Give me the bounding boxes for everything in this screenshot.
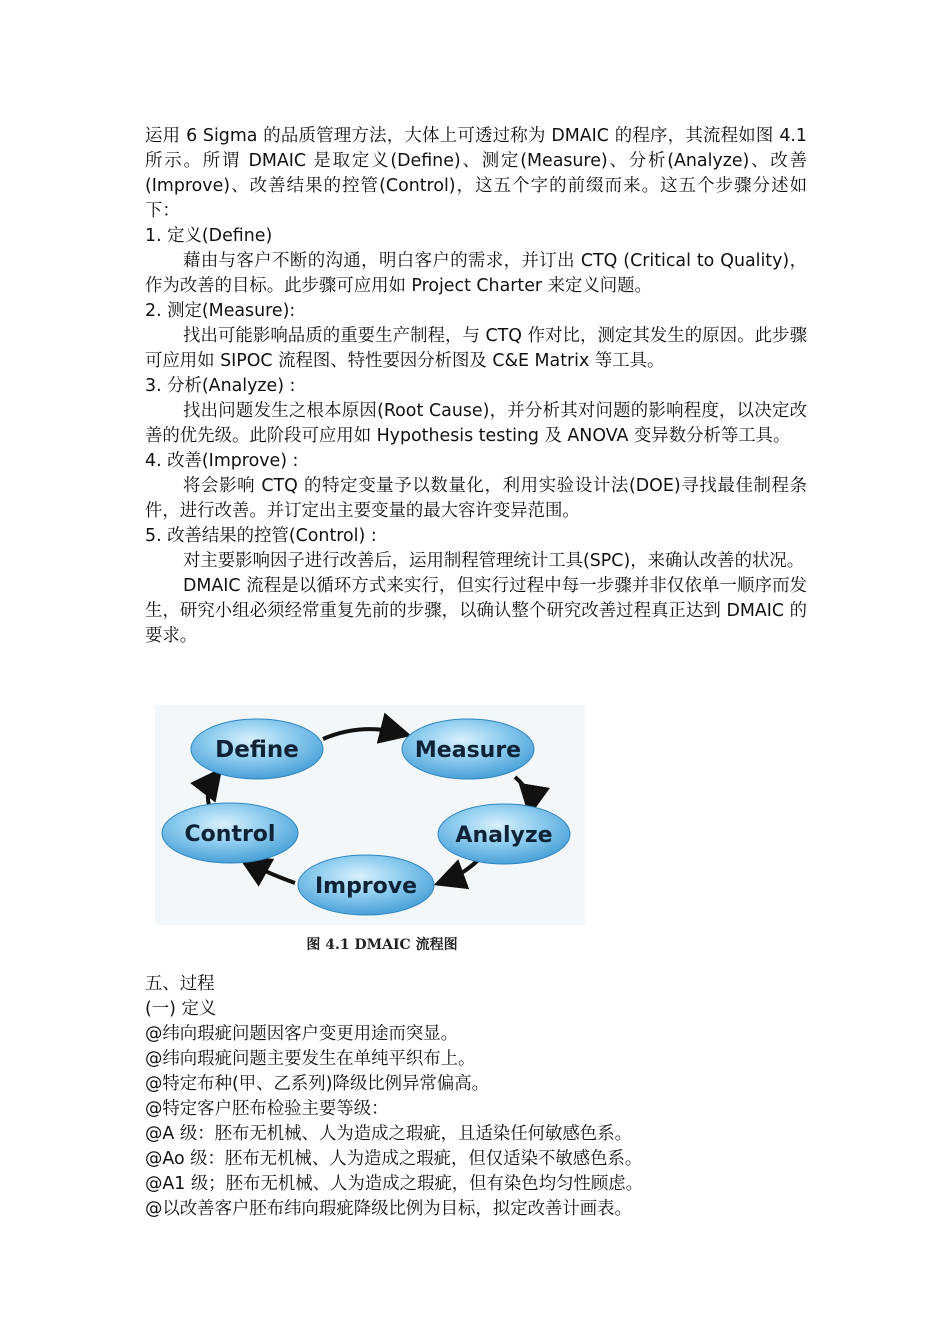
step-body-analyze: 找出问题发生之根本原因(Root Cause)，并分析其对问题的影响程度，以决定改善的优先级。此阶段可应用如 Hypothesis testing 及 ANOVA 变异数分析等工具。 <box>145 401 807 446</box>
node-analyze <box>438 804 570 864</box>
step-heading-control: 5. 改善结果的控管(Control) : <box>145 526 377 546</box>
list-item: @纬向瑕疵问题因客户变更用途而突显。 <box>145 1024 459 1044</box>
process-section <box>145 972 807 1222</box>
step-heading-analyze: 3. 分析(Analyze) : <box>145 376 296 396</box>
node-define-label: Define <box>215 737 299 763</box>
step-body-measure: 找出可能影响品质的重要生产制程，与 CTQ 作对比，测定其发生的原因。此步骤可应用如 SIPOC 流程图、特性要因分析图及 C&E Matrix 等工具。 <box>145 326 807 371</box>
list-item: @A 级：胚布无机械、人为造成之瑕疵，且适染任何敏感色系。 <box>145 1124 632 1144</box>
node-control-label: Control <box>184 822 276 847</box>
node-analyze-label: Analyze <box>455 823 553 848</box>
list-item: @特定布种(甲、乙系列)降级比例异常偏高。 <box>145 1074 489 1094</box>
intro-paragraph: 运用 6 Sigma 的品质管理方法，大体上可透过称为 DMAIC 的程序，其流程如图 4.1 所示。所谓 DMAIC 是取定义(Define)、测定(Measure)、分析(Analyze)、改善(Improve)、改善结果的控管(Control)，这五个字的前缀而来。这五个步骤分述如下： <box>145 126 807 221</box>
list-item: @特定客户胚布检验主要等级： <box>145 1099 389 1119</box>
step-body-improve: 将会影响 CTQ 的特定变量予以数量化，利用实验设计法(DOE)寻找最佳制程条件，进行改善。并订定出主要变量的最大容许变异范围。 <box>145 476 807 521</box>
node-measure-label: Measure <box>414 738 522 763</box>
document-body <box>145 124 807 649</box>
step-heading-improve: 4. 改善(Improve) : <box>145 451 299 471</box>
section-title: 五、过程 <box>145 974 215 994</box>
step-body-control: 对主要影响因子进行改善后，运用制程管理统计工具(SPC)，来确认改善的状况。 <box>183 551 805 571</box>
step-heading-measure: 2. 测定(Measure): <box>145 301 296 321</box>
node-improve-label: Improve <box>314 874 418 899</box>
step-body-define: 藉由与客户不断的沟通，明白客户的需求，并订出 CTQ (Critical to Quality)，作为改善的目标。此步骤可应用如 Project Charter 来定义问题。 <box>145 251 807 296</box>
figure-caption: 图 4.1 DMAIC 流程图 <box>306 937 458 953</box>
dmaic-figure <box>155 705 585 965</box>
dmaic-cycle-diagram <box>155 705 585 965</box>
node-control <box>162 803 298 863</box>
node-measure <box>402 719 534 779</box>
list-item: @A1 级；胚布无机械、人为造成之瑕疵，但有染色均匀性顾虑。 <box>145 1174 644 1194</box>
list-item: @Ao 级：胚布无机械、人为造成之瑕疵，但仅适染不敏感色系。 <box>145 1149 643 1169</box>
closing-paragraph: DMAIC 流程是以循环方式来实行，但实行过程中每一步骤并非仅依单一顺序而发生，研究小组必须经常重复先前的步骤，以确认整个研究改善过程真正达到 DMAIC 的要求。 <box>145 576 807 646</box>
node-define <box>191 719 323 779</box>
section-subtitle: (一) 定义 <box>145 999 217 1019</box>
node-improve <box>298 855 434 915</box>
step-heading-define: 1. 定义(Define) <box>145 226 273 246</box>
list-item: @以改善客户胚布纬向瑕疵降级比例为目标，拟定改善计画表。 <box>145 1199 632 1219</box>
list-item: @纬向瑕疵问题主要发生在单纯平织布上。 <box>145 1049 476 1069</box>
